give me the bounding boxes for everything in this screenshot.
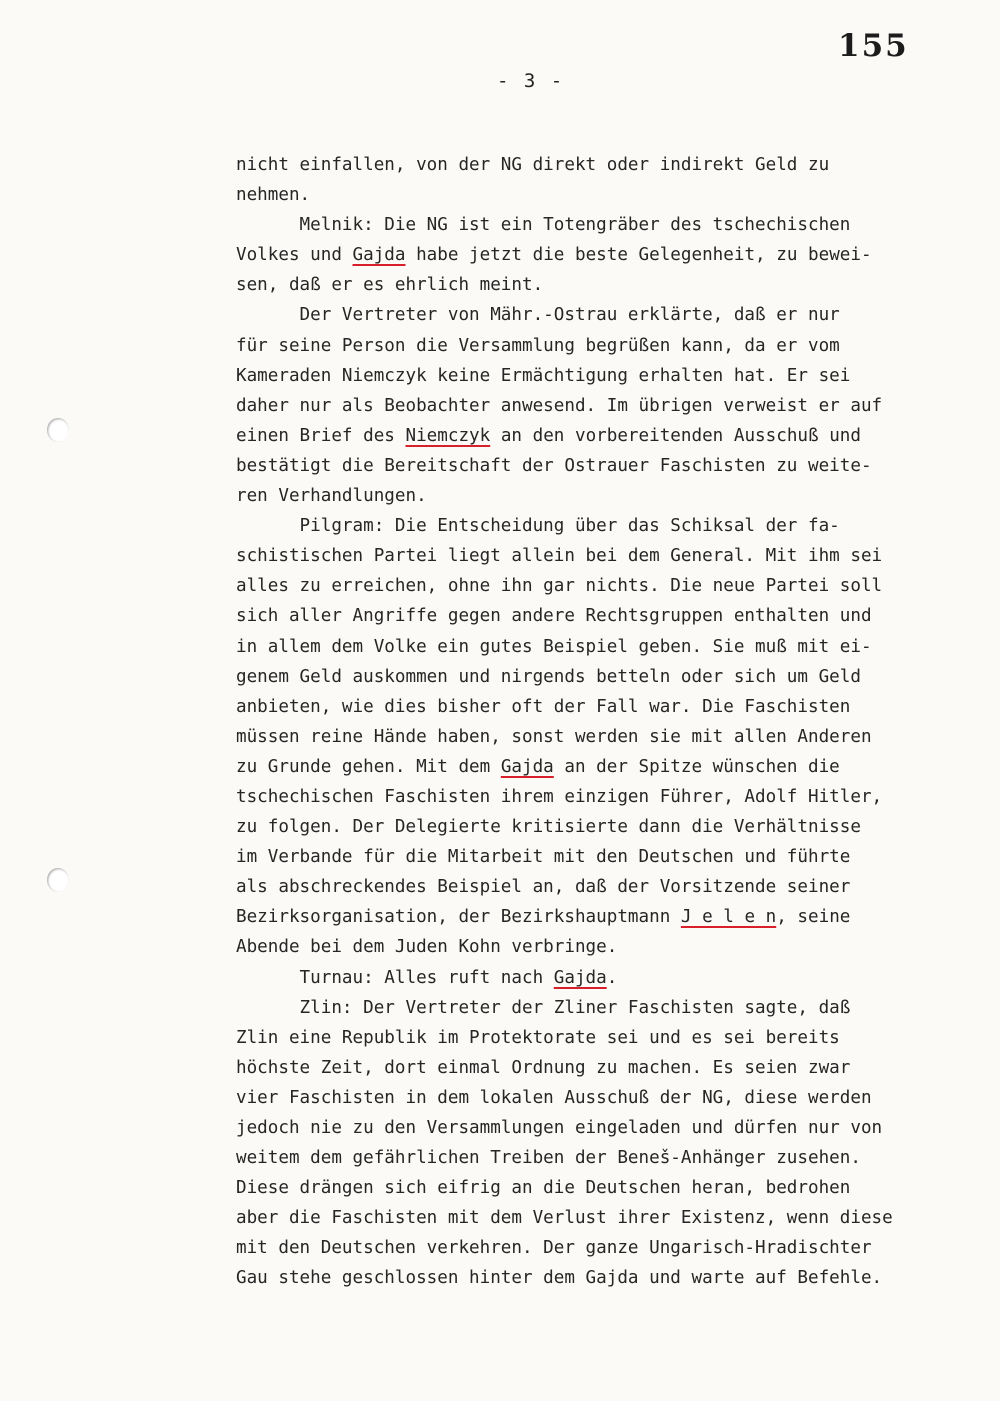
typewritten-text	[236, 150, 976, 1294]
text-line: im Verbande für die Mitarbeit mit den Deutschen und führte	[236, 847, 851, 868]
red-underlined-name: Gajda	[352, 245, 406, 266]
red-underlined-name: Gajda	[500, 756, 554, 777]
punch-hole	[47, 418, 69, 442]
text-line: Turnau: Alles ruft nach Gajda.	[236, 967, 618, 988]
text-line: als abschreckendes Beispiel an, daß der Vorsitzende seiner	[236, 877, 851, 898]
text-line: höchste Zeit, dort einmal Ordnung zu machen. Es seien zwar	[236, 1057, 851, 1078]
text-line: Diese drängen sich eifrig an die Deutschen heran, bedrohen	[236, 1178, 851, 1199]
text-line: Pilgram: Die Entscheidung über das Schiksal der fa-	[236, 516, 840, 537]
text-line: schistischen Partei liegt allein bei dem General. Mit ihm sei	[236, 546, 883, 567]
text-line: sich aller Angriffe gegen andere Rechtsgruppen enthalten und	[236, 606, 872, 627]
text-line: Gau stehe geschlossen hinter dem Gajda und warte auf Befehle.	[236, 1268, 883, 1289]
text-line: anbieten, wie dies bisher oft der Fall war. Die Faschisten	[236, 696, 851, 717]
text-line: alles zu erreichen, ohne ihn gar nichts. Die neue Partei soll	[236, 576, 883, 597]
text-line: bestätigt die Bereitschaft der Ostrauer Faschisten zu weite-	[236, 455, 872, 476]
text-line: tschechischen Faschisten ihrem einzigen Führer, Adolf Hitler,	[236, 786, 883, 807]
text-line: genem Geld auskommen und nirgends betteln oder sich um Geld	[236, 666, 861, 687]
text-line: in allem dem Volke ein gutes Beispiel geben. Sie muß mit ei-	[236, 636, 872, 657]
text-line: mit den Deutschen verkehren. Der ganze Ungarisch-Hradischter	[236, 1238, 872, 1259]
text-line: zu Grunde gehen. Mit dem Gajda an der Spitze wünschen die	[236, 756, 840, 777]
text-line: aber die Faschisten mit dem Verlust ihrer Existenz, wenn diese	[236, 1208, 893, 1229]
text-line: Zlin: Der Vertreter der Zliner Faschisten sagte, daß	[236, 997, 851, 1018]
punch-hole	[47, 868, 69, 892]
text-line: sen, daß er es ehrlich meint.	[236, 275, 544, 296]
text-line: nicht einfallen, von der NG direkt oder indirekt Geld zu	[236, 155, 830, 175]
text-line: zu folgen. Der Delegierte kritisierte dann die Verhältnisse	[236, 817, 861, 838]
archive-page-number: 155	[838, 28, 909, 64]
text-line: einen Brief des Niemczyk an den vorbereitenden Ausschuß und	[236, 425, 861, 446]
text-line: Volkes und Gajda habe jetzt die beste Gelegenheit, zu bewei-	[236, 245, 872, 266]
text-line: jedoch nie zu den Versammlungen eingeladen und dürfen nur von	[236, 1118, 883, 1138]
text-line: daher nur als Beobachter anwesend. Im übrigen verweist er auf	[236, 395, 883, 416]
text-line: weitem dem gefährlichen Treiben der Beneš-Anhänger zusehen.	[236, 1148, 861, 1169]
text-line: Der Vertreter von Mähr.-Ostrau erklärte, daß er nur	[236, 305, 840, 326]
text-line: ren Verhandlungen.	[236, 486, 427, 507]
text-line: für seine Person die Versammlung begrüßen kann, da er vom	[236, 335, 840, 356]
red-underlined-name: Niemczyk	[405, 425, 491, 446]
sheet-number: - 3 -	[497, 70, 565, 92]
text-line: Abende bei dem Juden Kohn verbringe.	[236, 937, 618, 958]
text-line: Bezirksorganisation, der Bezirkshauptmann J e l e n, seine	[236, 907, 851, 928]
red-underlined-name: Gajda	[553, 967, 607, 988]
text-line: nehmen.	[236, 185, 311, 206]
text-line: Zlin eine Republik im Protektorate sei und es sei bereits	[236, 1027, 840, 1048]
text-line: Kameraden Niemczyk keine Ermächtigung erhalten hat. Er sei	[236, 365, 851, 386]
text-line: müssen reine Hände haben, sonst werden sie mit allen Anderen	[236, 726, 872, 747]
red-underlined-name: J e l e n	[680, 907, 777, 928]
text-line: vier Faschisten in dem lokalen Ausschuß der NG, diese werden	[236, 1087, 872, 1108]
text-line: Melnik: Die NG ist ein Totengräber des tschechischen	[236, 215, 851, 236]
